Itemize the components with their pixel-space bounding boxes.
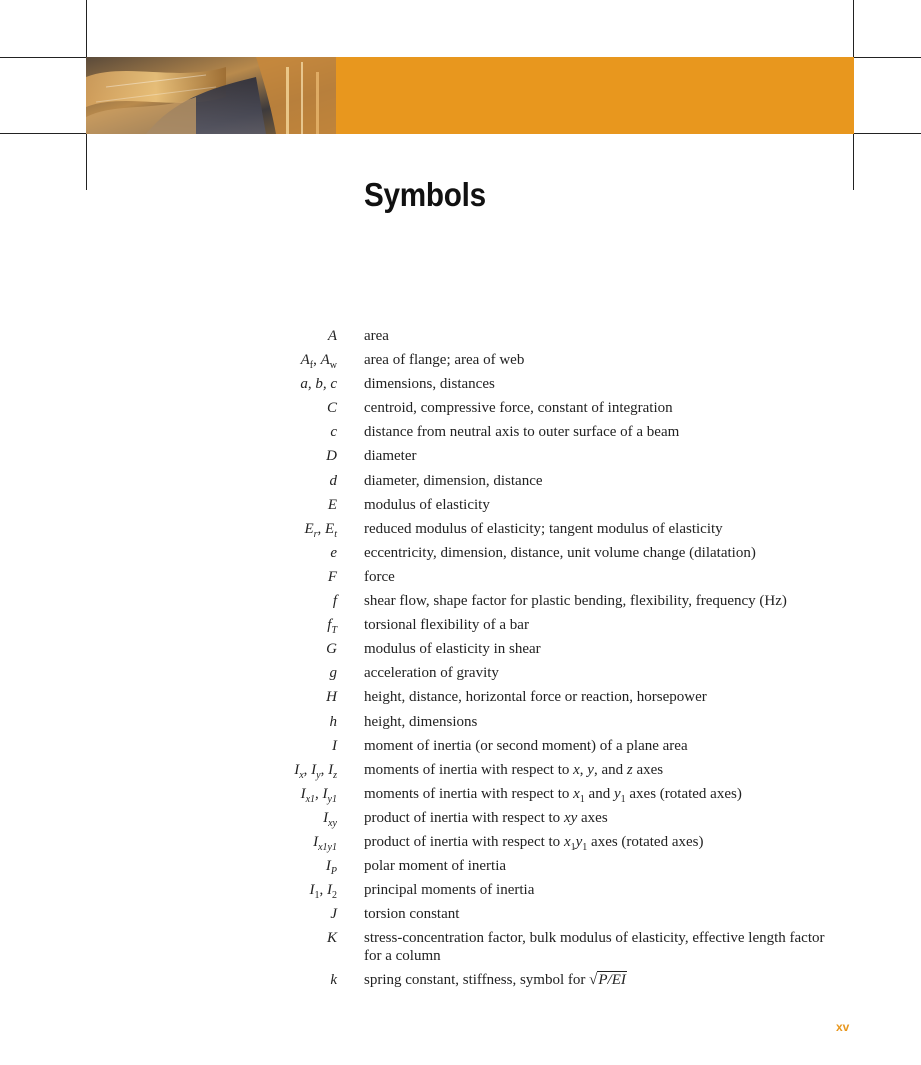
list-item	[0, 517, 921, 541]
symbol: K	[326, 930, 337, 947]
symbol-description: spring constant, stiffness, symbol for √P/EI	[364, 972, 626, 989]
symbol: f	[332, 593, 337, 610]
symbol: C	[326, 400, 337, 417]
symbol-description: shear flow, shape factor for plastic bending, flexibility, frequency (Hz)	[364, 593, 787, 610]
list-item	[0, 926, 921, 968]
architecture-photo-image	[86, 57, 336, 134]
symbol: $I_{xy}$	[323, 809, 337, 829]
list-item	[0, 613, 921, 637]
symbol: $I_P$	[325, 858, 337, 878]
list-item	[0, 372, 921, 396]
symbol-description: distance from neutral axis to outer surface of a beam	[364, 424, 680, 441]
symbol: $A_f$, $A_w$	[300, 352, 337, 372]
symbol: E	[327, 496, 337, 513]
symbol: a, b, c	[300, 376, 337, 393]
symbol: D	[326, 448, 337, 465]
list-item	[0, 878, 921, 902]
symbol-description: reduced modulus of elasticity; tangent modulus of elasticity	[364, 520, 723, 537]
list-item	[0, 968, 921, 992]
symbol: $I_{x1y1}$	[313, 833, 337, 853]
symbol: A	[327, 328, 337, 344]
list-item	[0, 806, 921, 830]
symbol: h	[329, 713, 337, 730]
symbol: H	[326, 689, 337, 706]
symbol: k	[330, 972, 337, 989]
symbol: $E_r$, $E_t$	[304, 520, 337, 540]
symbol-description: principal moments of inertia	[364, 882, 535, 899]
symbol-description: modulus of elasticity	[364, 496, 490, 513]
symbol-description: area of flange; area of web	[364, 352, 525, 369]
symbol: e	[330, 544, 337, 561]
list-item	[0, 830, 921, 854]
list-item	[0, 902, 921, 926]
symbol-description: eccentricity, dimension, distance, unit volume change (dilatation)	[364, 544, 756, 561]
symbol: G	[326, 641, 337, 658]
symbol: c	[330, 424, 337, 441]
symbol-description: centroid, compressive force, constant of integration	[364, 400, 673, 417]
symbol: $f_T$	[327, 617, 337, 637]
list-item	[0, 420, 921, 444]
symbol-description: diameter	[364, 448, 417, 465]
symbol-description: product of inertia with respect to xy axes	[364, 809, 608, 826]
symbol-description: acceleration of gravity	[364, 665, 499, 682]
list-item	[0, 493, 921, 517]
symbol: g	[329, 665, 337, 682]
symbol: F	[327, 568, 337, 585]
list-item	[0, 469, 921, 493]
symbol-description: moments of inertia with respect to x, y, and z axes	[364, 761, 664, 778]
list-item	[0, 324, 921, 348]
symbol: $I_x$, $I_y$, $I_z$	[294, 761, 337, 781]
symbol-description: force	[364, 568, 395, 585]
symbol-description: moment of inertia (or second moment) of a plane area	[364, 737, 688, 754]
symbol-description: polar moment of inertia	[364, 858, 507, 875]
sqrt-sign-icon: √	[589, 972, 598, 989]
symbol-description: torsional flexibility of a bar	[364, 617, 529, 634]
symbol-description: modulus of elasticity in shear	[364, 641, 541, 658]
symbol-list	[0, 324, 921, 992]
list-item	[0, 565, 921, 589]
list-item	[0, 541, 921, 565]
symbol-description: moments of inertia with respect to $x_1$ and $y_1$ axes (rotated axes)	[364, 785, 742, 805]
list-item	[0, 661, 921, 685]
list-item	[0, 685, 921, 709]
banner-accent-bar	[336, 57, 854, 134]
symbol-description: dimensions, distances	[364, 376, 495, 393]
list-item	[0, 758, 921, 782]
symbol-description: height, dimensions	[364, 713, 478, 730]
list-item	[0, 854, 921, 878]
list-item	[0, 637, 921, 661]
symbol-description: torsion constant	[364, 906, 460, 923]
page-title: Symbols	[364, 176, 486, 213]
symbol-description: diameter, dimension, distance	[364, 472, 543, 489]
banner-photo	[86, 57, 336, 134]
symbol: d	[329, 472, 337, 489]
list-item	[0, 444, 921, 468]
list-item	[0, 710, 921, 734]
symbol-description: area	[364, 328, 389, 344]
symbol: $I_1$, $I_2$	[309, 882, 337, 902]
list-item	[0, 734, 921, 758]
symbol-description: product of inertia with respect to $x_1y_1$ axes (rotated axes)	[364, 833, 704, 853]
symbol: $I_{x1}$, $I_{y1}$	[300, 785, 337, 805]
symbol-description: height, distance, horizontal force or reaction, horsepower	[364, 689, 707, 706]
page-number: xv	[836, 1020, 850, 1034]
list-item	[0, 782, 921, 806]
list-item	[0, 348, 921, 372]
symbol: J	[330, 906, 337, 923]
list-item	[0, 396, 921, 420]
symbol: I	[332, 737, 337, 754]
list-item	[0, 589, 921, 613]
symbol-description: stress-concentration factor, bulk modulus of elasticity, effective length factor for a column	[364, 930, 825, 965]
